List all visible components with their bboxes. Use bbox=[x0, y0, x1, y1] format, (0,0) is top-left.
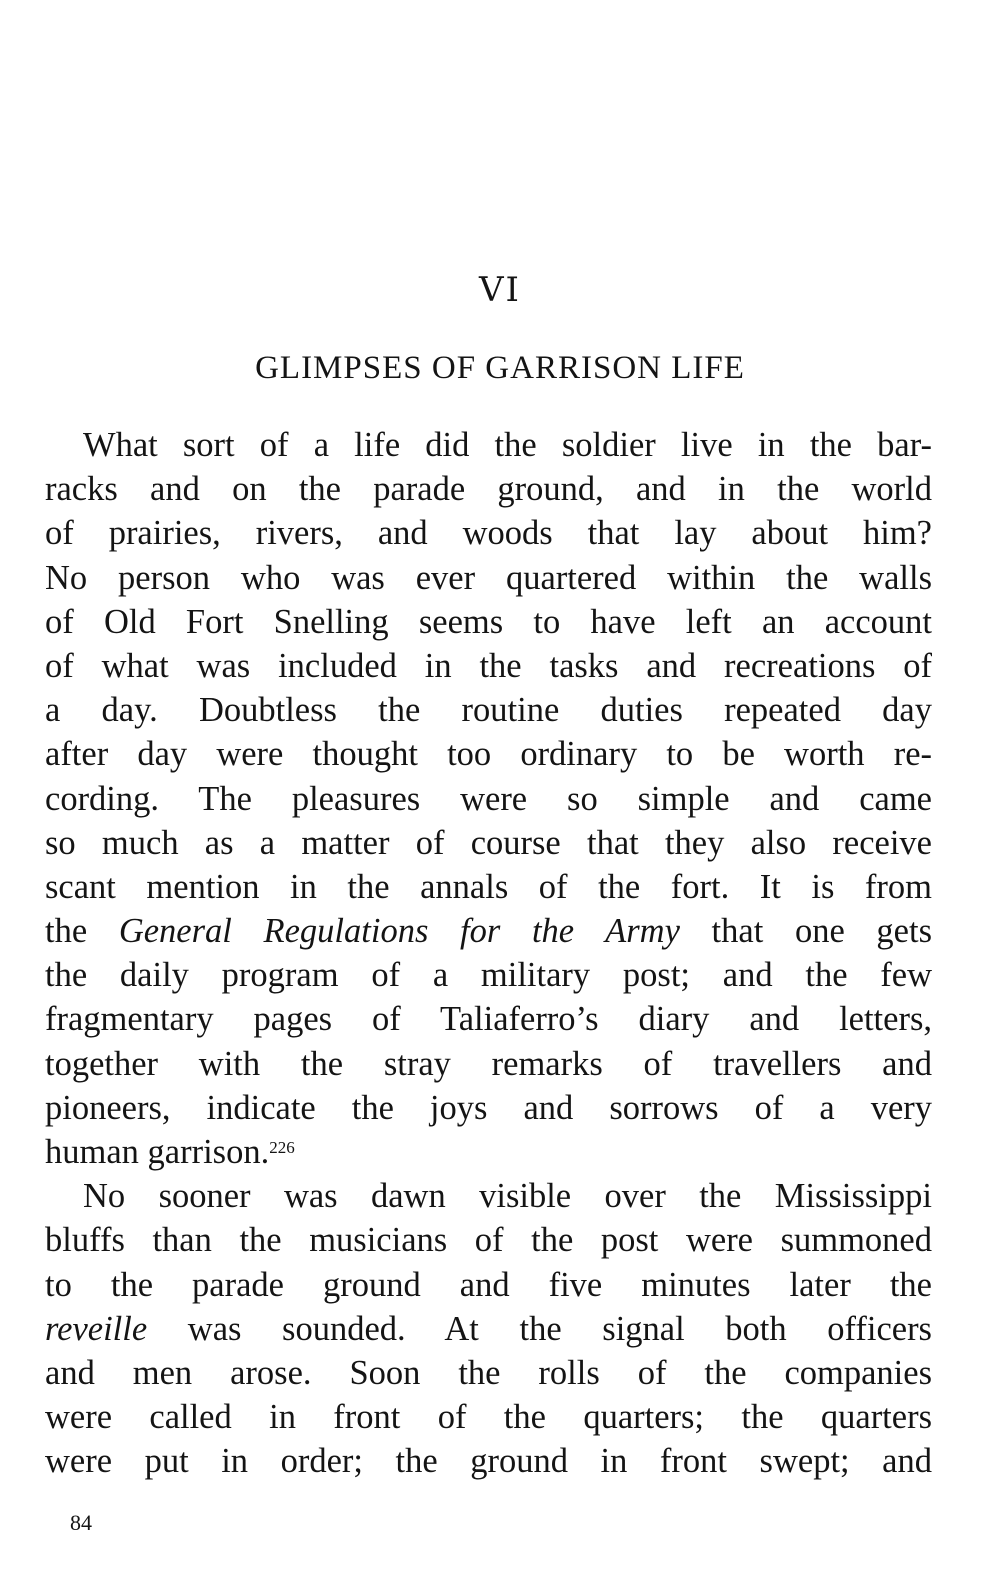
text-line: to the parade ground and five minutes later the bbox=[45, 1265, 932, 1304]
footnote-reference: 226 bbox=[269, 1138, 295, 1157]
body-text bbox=[45, 423, 932, 1484]
text-line: No sooner was dawn visible over the Mississippi bbox=[83, 1177, 932, 1216]
text-line: so much as a matter of course that they also receive bbox=[45, 823, 932, 862]
text-line: bluffs than the musicians of the post were summoned bbox=[45, 1221, 932, 1260]
text-line: were put in order; the ground in front swept; and bbox=[45, 1442, 932, 1481]
text-line: and men arose. Soon the rolls of the companies bbox=[45, 1353, 932, 1392]
text-line bbox=[45, 909, 932, 953]
chapter-title: GLIMPSES OF GARRISON LIFE bbox=[255, 350, 745, 386]
text-line: What sort of a life did the soldier live in the bar- bbox=[83, 426, 932, 464]
paragraph-2 bbox=[45, 1174, 932, 1483]
text-line: a day. Doubtless the routine duties repeated day bbox=[45, 691, 932, 730]
text-line bbox=[45, 1130, 932, 1174]
text-line: No person who was ever quartered within the walls bbox=[45, 558, 932, 597]
chapter-number: VI bbox=[479, 270, 521, 310]
text-line: scant mention in the annals of the fort. It is from bbox=[45, 867, 932, 906]
text-line: racks and on the parade ground, and in the world bbox=[45, 470, 932, 509]
text-line bbox=[45, 1307, 932, 1351]
text-line: fragmentary pages of Taliaferro’s diary and letters, bbox=[45, 1000, 932, 1039]
text-segment: that one gets bbox=[679, 912, 933, 951]
text-line: pioneers, indicate the joys and sorrows of a very bbox=[45, 1088, 932, 1127]
text-line: cording. The pleasures were so simple and came bbox=[45, 779, 932, 818]
text-segment: was sounded. At the signal both officers bbox=[147, 1309, 932, 1348]
text-line: together with the stray remarks of travellers and bbox=[45, 1044, 932, 1083]
text-line: the daily program of a military post; and the few bbox=[45, 956, 932, 995]
book-title-italic: General Regulations for the Army bbox=[118, 912, 680, 951]
text-line: of Old Fort Snelling seems to have left an account bbox=[45, 602, 932, 641]
paragraph-1 bbox=[45, 423, 932, 1174]
text-segment: human garrison. bbox=[45, 1133, 270, 1171]
italic-term: reveille bbox=[45, 1309, 148, 1348]
text-line: after day were thought too ordinary to be worth re- bbox=[45, 735, 932, 774]
page-number: 84 bbox=[70, 1510, 92, 1535]
text-line: of prairies, rivers, and woods that lay about him? bbox=[45, 514, 932, 553]
text-line: were called in front of the quarters; the quarters bbox=[45, 1398, 932, 1437]
text-segment: the bbox=[45, 912, 119, 951]
text-line: of what was included in the tasks and recreations of bbox=[45, 646, 932, 685]
